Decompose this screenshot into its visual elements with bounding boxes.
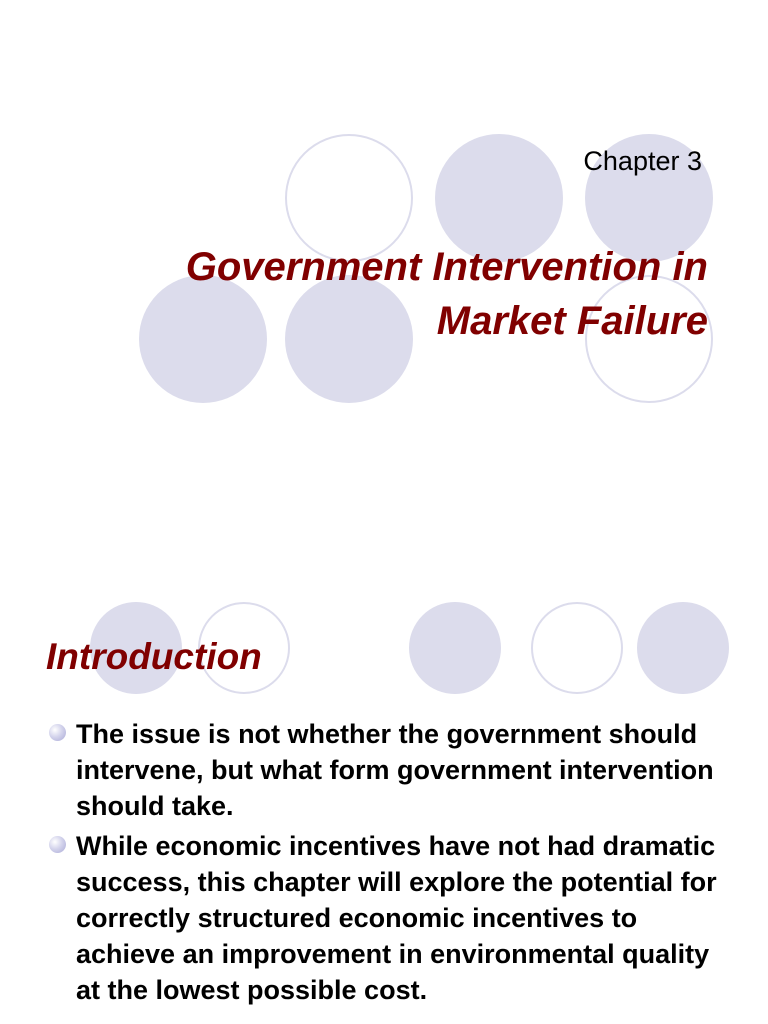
- slide-title-line1: Government Intervention in: [185, 245, 708, 289]
- bullet-list: [46, 716, 726, 1012]
- slide-title: [68, 240, 708, 348]
- decor-circle: [637, 602, 729, 694]
- chapter-label: Chapter 3: [583, 146, 702, 176]
- bullet-item: [46, 828, 726, 1008]
- bullet-item: [46, 716, 726, 824]
- bullet-text: While economic incentives have not had dramatic success, this chapter will explore the potential for correctly structured economic incentives to achieve an improvement in environmental quality at the lowest possible cost.: [76, 831, 717, 1005]
- bullet-circle-icon: [49, 724, 66, 741]
- content-slide: [0, 556, 768, 1024]
- section-heading: Introduction: [46, 636, 262, 677]
- decor-circle: [531, 602, 623, 694]
- decor-circle: [409, 602, 501, 694]
- bullet-circle-icon: [49, 836, 66, 853]
- slide-title-line2: Market Failure: [436, 299, 708, 343]
- bullet-text: The issue is not whether the government should intervene, but what form government intervention should take.: [76, 719, 714, 821]
